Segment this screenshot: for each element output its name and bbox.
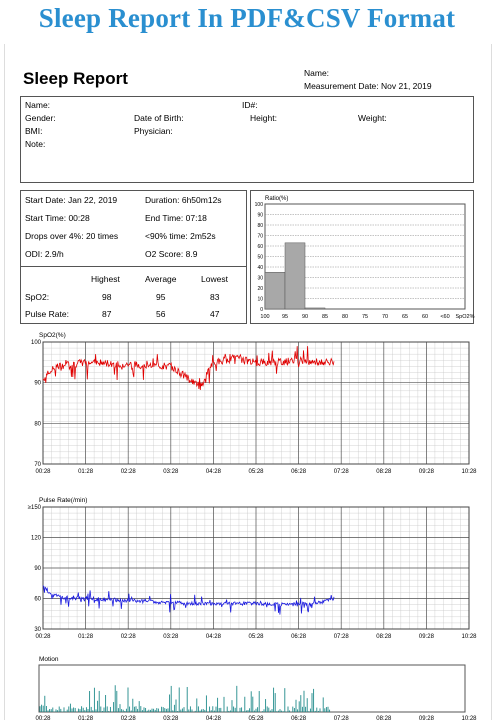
- motion-x-tick: 08:28: [376, 716, 392, 720]
- histogram-x-tick: 75: [361, 314, 369, 320]
- pulse-x-tick: 05:28: [248, 634, 264, 640]
- patient-gender: Gender:: [25, 113, 56, 123]
- stats-header-average: Average: [145, 274, 177, 284]
- duration: Duration: 6h50m12s: [145, 195, 222, 205]
- pulse-x-tick: 01:28: [78, 634, 94, 640]
- histogram-x-tick: 80: [341, 314, 349, 320]
- report-title: Sleep Report: [23, 69, 128, 88]
- histogram-y-tick: 100: [254, 202, 263, 208]
- histogram-x-tick: 100: [260, 314, 270, 320]
- histogram-bar: [265, 272, 285, 309]
- histogram-y-tick: 0: [260, 307, 263, 313]
- stats-spo2-highest: 98: [102, 292, 112, 302]
- spo2-x-tick: 04:28: [205, 469, 221, 475]
- stats-pulse-highest: 87: [102, 309, 112, 319]
- patient-dob: Date of Birth:: [134, 113, 184, 123]
- measurement-date: Measurement Date: Nov 21, 2019: [304, 81, 432, 91]
- histogram-x-tick: 70: [381, 314, 389, 320]
- pulse-y-tick: ≥150: [27, 505, 41, 511]
- histogram-title: Ratio(%): [265, 196, 289, 202]
- pulse-x-tick: 10:28: [461, 634, 477, 640]
- summary-divider: [21, 266, 246, 267]
- stats-spo2-label: SpO2:: [25, 292, 50, 302]
- motion-x-tick: 01:28: [78, 716, 94, 720]
- stats-pulse-lowest: 47: [210, 309, 220, 319]
- histogram-bar: [305, 308, 325, 309]
- motion-chart: [21, 652, 475, 720]
- spo2-x-tick: 09:28: [418, 469, 434, 475]
- histogram-y-tick: 10: [257, 296, 263, 303]
- spo2-y-tick: 90: [34, 380, 41, 387]
- report-sheet: [4, 44, 492, 720]
- pulse-y-tick: 60: [34, 596, 41, 603]
- below-90-time: <90% time: 2m52s: [145, 231, 216, 241]
- pulse-x-tick: 00:28: [35, 634, 51, 640]
- histogram-y-tick: 60: [257, 244, 263, 250]
- spo2-y-tick: 100: [30, 340, 41, 346]
- stats-spo2-lowest: 83: [210, 292, 220, 302]
- stats-pulse-average: 56: [156, 309, 166, 319]
- patient-physician: Physician:: [134, 126, 173, 136]
- histogram-y-tick: 40: [257, 265, 263, 271]
- spo2-x-tick: 05:28: [248, 469, 264, 475]
- pulse-x-tick: 03:28: [163, 634, 179, 640]
- histogram-x-tick: 60: [421, 314, 429, 320]
- stats-header-highest: Highest: [91, 274, 120, 284]
- spo2-y-tick: 80: [34, 421, 41, 428]
- start-time: Start Time: 00:28: [25, 213, 90, 223]
- spo2-x-tick: 01:28: [78, 469, 94, 475]
- pulse-x-tick: 04:28: [205, 634, 221, 640]
- pulse-y-tick: 90: [34, 566, 41, 572]
- patient-info-box: [20, 96, 474, 183]
- stats-pulse-label: Pulse Rate:: [25, 309, 69, 319]
- spo2-x-tick: 06:28: [291, 469, 307, 475]
- odi: ODI: 2.9/h: [25, 249, 64, 259]
- patient-bmi: BMI:: [25, 126, 43, 136]
- drops-over-4: Drops over 4%: 20 times: [25, 231, 119, 241]
- start-date: Start Date: Jan 22, 2019: [25, 195, 118, 205]
- pulse-x-tick: 08:28: [376, 634, 392, 640]
- pulse-rate-chart: [21, 494, 475, 646]
- stats-spo2-average: 95: [156, 292, 166, 302]
- histogram-bar: [285, 243, 305, 309]
- spo2-x-tick: 10:28: [461, 469, 477, 475]
- motion-x-tick: 09:28: [418, 716, 434, 720]
- pulse-x-tick: 02:28: [120, 634, 136, 640]
- motion-x-tick: 06:28: [291, 716, 307, 720]
- histogram-y-tick: 30: [257, 275, 263, 282]
- patient-height: Height:: [250, 113, 277, 123]
- spo2-x-tick: 00:28: [35, 469, 51, 475]
- patient-id: ID#:: [242, 100, 258, 110]
- histogram-x-unit: SpO2%: [455, 314, 475, 320]
- histogram-y-tick: 80: [257, 223, 263, 229]
- histogram-x-tick: 90: [301, 314, 309, 320]
- histogram-x-tick: 95: [281, 314, 289, 320]
- patient-weight: Weight:: [358, 113, 387, 123]
- pulse-series-line: [43, 586, 334, 615]
- pulse-x-tick: 06:28: [291, 634, 307, 640]
- motion-x-tick: 02:28: [120, 716, 136, 720]
- spo2-series-line: [43, 346, 334, 390]
- spo2-x-tick: 07:28: [333, 469, 349, 475]
- pulse-chart-title: Pulse Rate(/min): [39, 497, 88, 504]
- spo2-x-tick: 02:28: [120, 469, 136, 475]
- patient-name: Name:: [25, 100, 51, 110]
- pulse-y-tick: 120: [30, 535, 41, 542]
- motion-x-tick: 03:28: [163, 716, 179, 720]
- histogram-y-tick: 20: [257, 286, 263, 292]
- motion-frame: [39, 665, 465, 712]
- histogram-y-tick: 90: [257, 212, 263, 219]
- motion-x-tick: 05:28: [248, 716, 264, 720]
- motion-x-tick: 00:28: [35, 716, 51, 720]
- histogram-x-tick: 65: [401, 314, 409, 320]
- spo2-x-tick: 08:28: [376, 469, 392, 475]
- histogram-y-tick: 70: [257, 233, 263, 240]
- motion-x-tick: 07:28: [333, 716, 349, 720]
- pulse-x-tick: 07:28: [333, 634, 349, 640]
- pulse-y-tick: 30: [34, 627, 41, 633]
- header-name-label: Name:: [304, 68, 330, 78]
- summary-box: [20, 190, 247, 324]
- histogram-x-tick: 85: [321, 314, 329, 320]
- histogram-box: [250, 190, 474, 324]
- spo2-y-tick: 70: [34, 462, 41, 468]
- end-time: End Time: 07:18: [145, 213, 207, 223]
- spo2-chart-title: SpO2(%): [39, 332, 66, 339]
- histogram-y-tick: 50: [257, 254, 263, 261]
- motion-x-tick: 10:28: [461, 716, 477, 720]
- stats-header-lowest: Lowest: [201, 274, 228, 284]
- patient-note: Note:: [25, 139, 46, 149]
- spo2-chart: [21, 329, 475, 479]
- pulse-x-tick: 09:28: [418, 634, 434, 640]
- banner-title: Sleep Report In PDF&CSV Format: [38, 3, 456, 33]
- motion-chart-title: Motion: [39, 656, 59, 663]
- histogram-x-tick: <60: [440, 314, 450, 320]
- o2-score: O2 Score: 8.9: [145, 249, 198, 259]
- spo2-x-tick: 03:28: [163, 469, 179, 475]
- motion-x-tick: 04:28: [205, 716, 221, 720]
- spo2-ratio-histogram: [251, 191, 473, 323]
